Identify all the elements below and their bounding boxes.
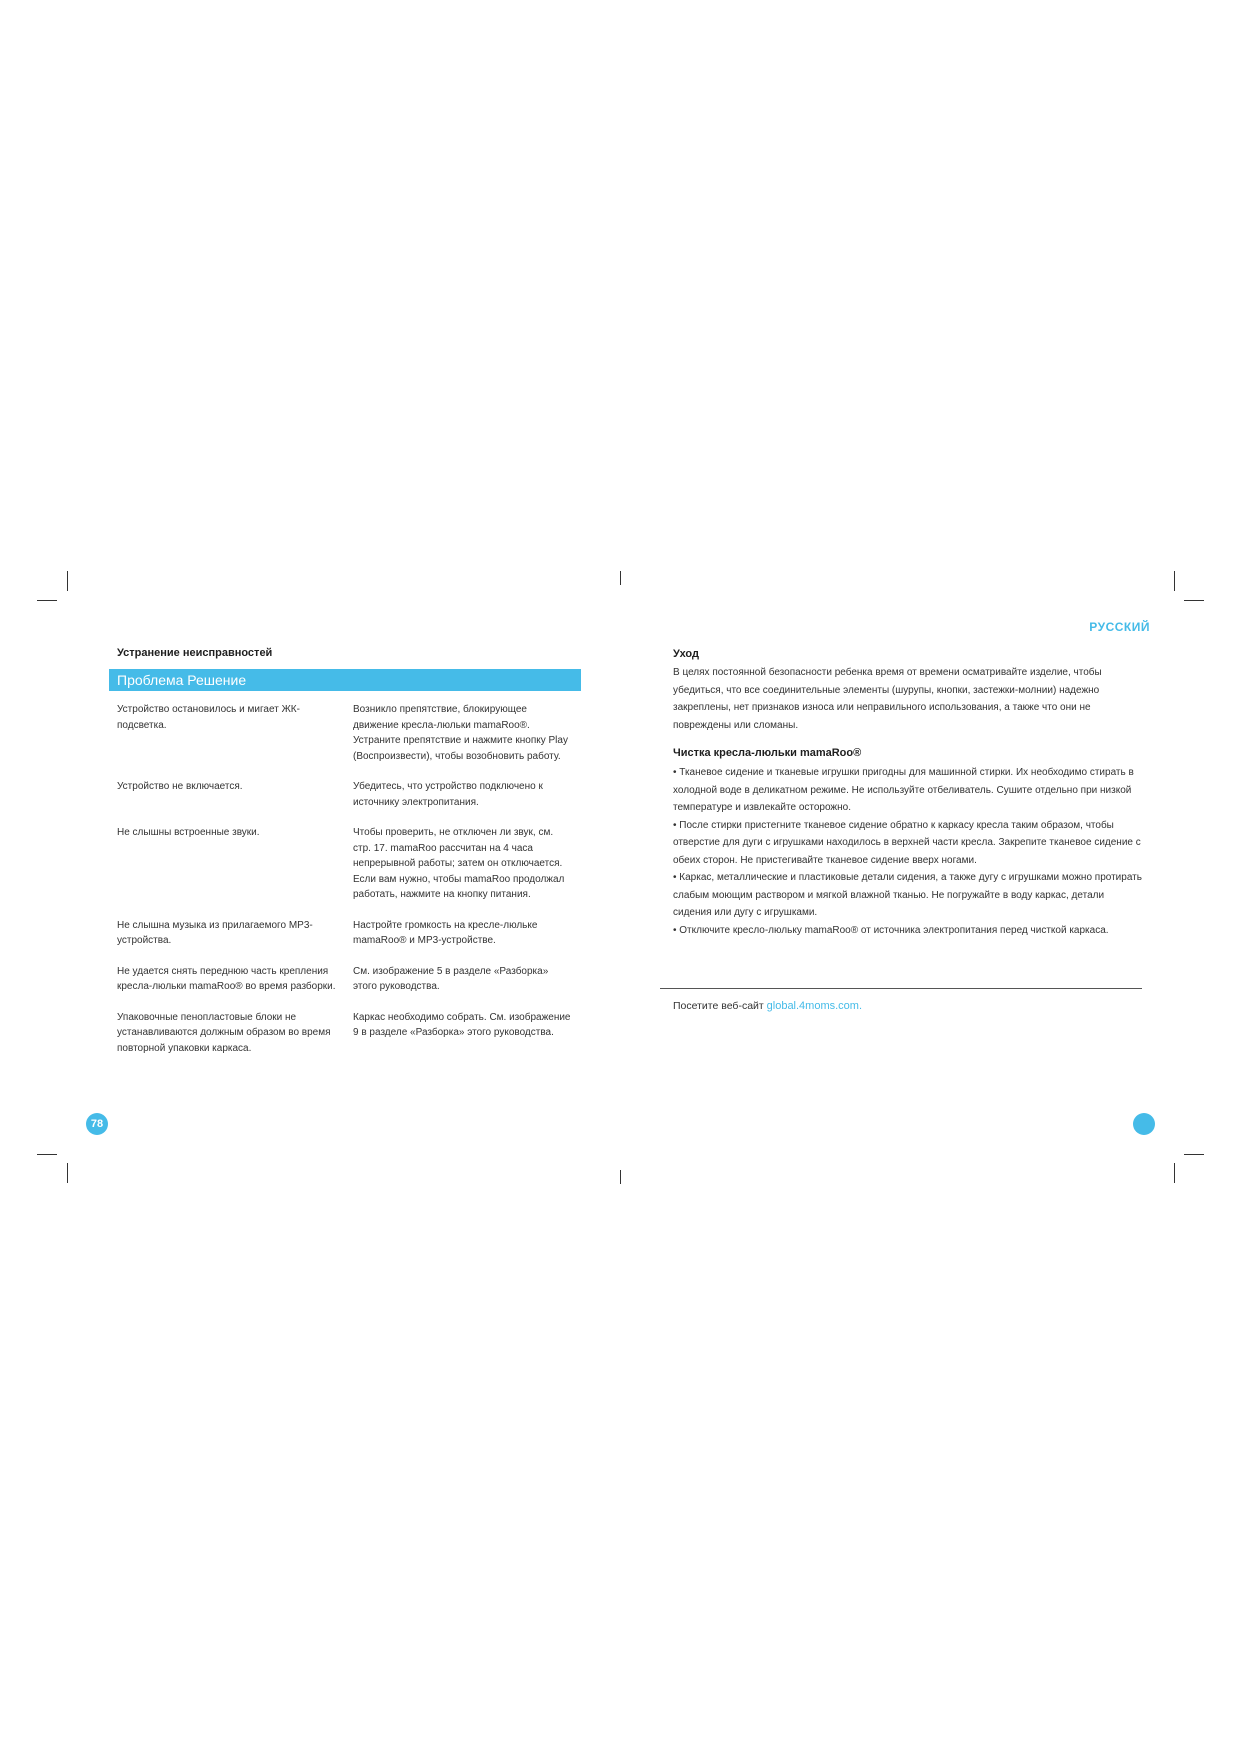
cleaning-list (673, 764, 1143, 939)
visit-website (673, 1000, 862, 1012)
language-label: РУССКИЙ (1089, 620, 1150, 634)
solution-cell: Чтобы проверить, не отключен ли звук, см. стр. 17. mamaRoo рассчитан на 4 часа непрерывной работы; затем он отключается. Если вам нужно, чтобы mamaRoo продолжал работать, нажмите на кнопку питания. (353, 827, 565, 900)
solution-cell: Каркас необходимо собрать. См. изображение 9 в разделе «Разборка» этого руководства. (353, 1011, 571, 1038)
problem-cell: Упаковочные пенопластовые блоки не устанавливаются должным образом во время повторной упаковки каркаса. (117, 1011, 331, 1054)
table-row (117, 825, 573, 903)
crop-mark (1174, 1163, 1175, 1183)
crop-mark (1174, 571, 1175, 591)
care-title: Уход (673, 648, 699, 660)
care-section (673, 647, 1143, 939)
table-row (117, 779, 573, 810)
table-row (117, 964, 573, 995)
page-number-badge-blank (1133, 1113, 1155, 1135)
page-number: 78 (90, 1118, 104, 1130)
troubleshooting-table (117, 702, 573, 1056)
problem-cell: Устройство не включается. (117, 781, 243, 792)
page-number-badge (86, 1113, 108, 1135)
problem-cell: Устройство остановилось и мигает ЖК-подсветка. (117, 704, 300, 731)
solution-cell: Настройте громкость на кресле-люльке mamaRoo® и MP3-устройстве. (353, 919, 538, 946)
table-row (117, 918, 573, 949)
divider (660, 988, 1142, 989)
table-row (117, 702, 573, 764)
crop-mark (1184, 600, 1204, 601)
troubleshooting-title: Устранение неисправностей (117, 647, 273, 659)
solution-cell: Возникло препятствие, блокирующее движение кресла-люльки mamaRoo®. Устраните препятствие и нажмите кнопку Play (Воспроизвести), чтобы возобновить работу. (353, 704, 568, 762)
crop-mark (1184, 1154, 1204, 1155)
list-item: • Тканевое сидение и тканевые игрушки пригодны для машинной стирки. Их необходимо стирать в холодной воде в деликатном режиме. Не используйте отбеливатель. Сушите отдельно при низкой температуре и извлекайте осторожно. (673, 764, 1143, 817)
problem-cell: Не слышны встроенные звуки. (117, 827, 260, 838)
website-link[interactable]: global.4moms.com. (766, 1000, 863, 1012)
problem-cell: Не слышна музыка из прилагаемого MP3-устройства. (117, 919, 313, 946)
crop-mark (620, 571, 621, 585)
crop-mark (620, 1170, 621, 1184)
solution-cell: См. изображение 5 в разделе «Разборка» этого руководства. (353, 965, 549, 992)
crop-mark (67, 1163, 68, 1183)
solution-cell: Убедитесь, что устройство подключено к источнику электропитания. (353, 781, 543, 808)
troubleshooting-table-header (109, 669, 581, 691)
crop-mark (37, 600, 57, 601)
list-item: • После стирки пристегните тканевое сидение обратно к каркасу кресла таким образом, чтобы отверстие для дуги с игрушками находилось в верхней части кресла. Закрепите тканевое сидение с обеих сторон. Не пристегивайте тканевое сидение вверх ногами. (673, 817, 1143, 870)
crop-mark (37, 1154, 57, 1155)
cleaning-title: Чистка кресла-люльки mamaRoo® (673, 747, 862, 759)
list-item: • Отключите кресло-люльку mamaRoo® от источника электропитания перед чисткой каркаса. (673, 922, 1143, 940)
problem-cell: Не удается снять переднюю часть крепления кресла-люльки mamaRoo® во время разборки. (117, 965, 336, 992)
table-header-label: Проблема Решение (117, 672, 247, 688)
visit-text: Посетите веб-сайт (673, 1000, 764, 1012)
table-row (117, 1010, 573, 1057)
crop-mark (67, 571, 68, 591)
list-item: • Каркас, металлические и пластиковые детали сидения, а также дугу с игрушками можно протирать слабым моющим раствором и мягкой влажной тканью. Не погружайте в воду каркас, детали сидения или дугу с игрушками. (673, 869, 1143, 922)
care-intro: В целях постоянной безопасности ребенка время от времени осматривайте изделие, чтобы убедиться, что все соединительные элементы (шурупы, кнопки, застежки-молнии) надежно закреплены, нет признаков износа или неправильного использования, а также что они не повреждены или сломаны. (673, 667, 1102, 731)
